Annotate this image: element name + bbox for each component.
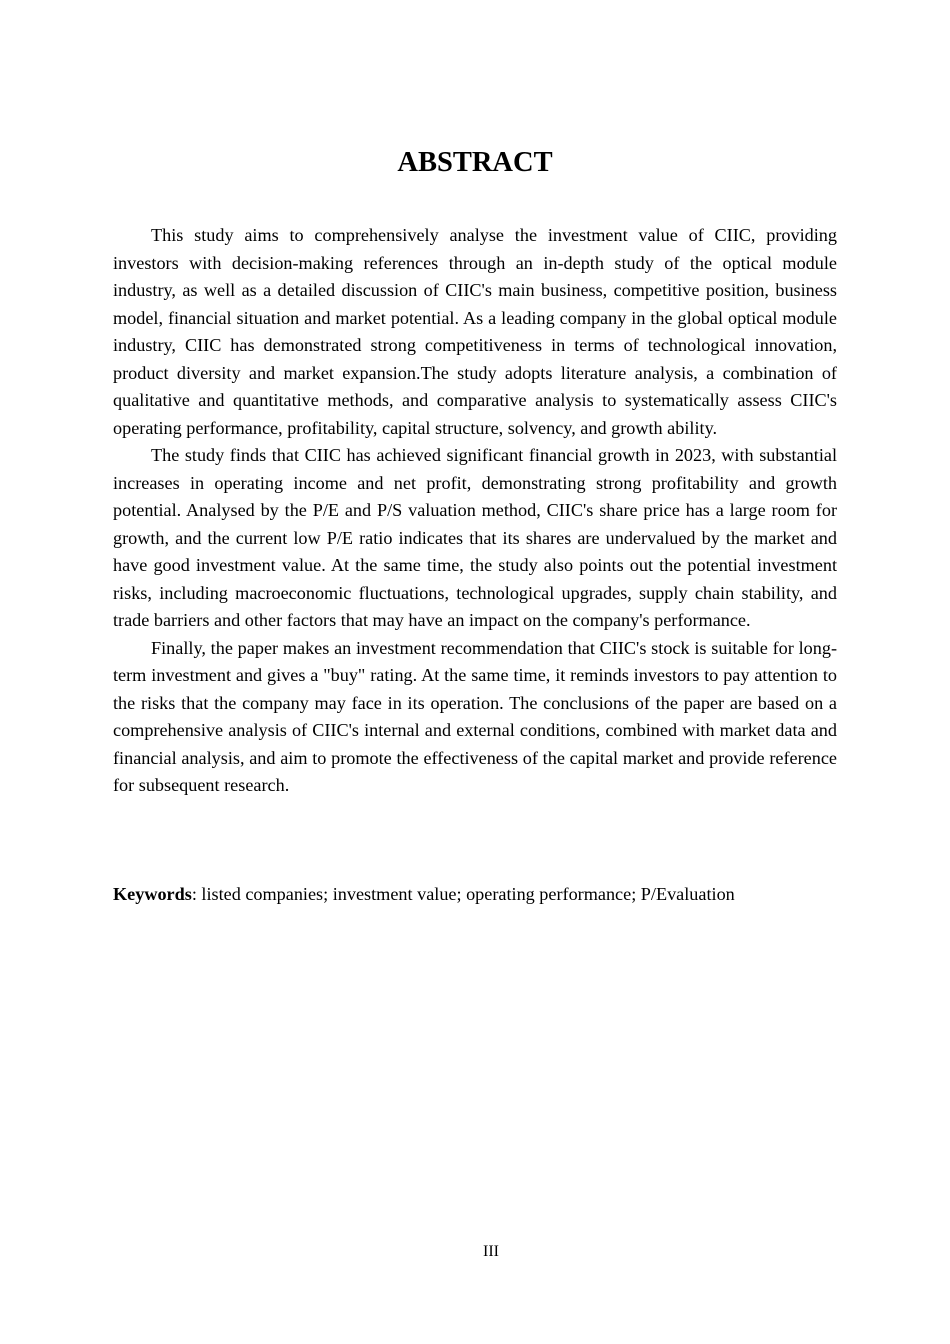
keywords-label: Keywords <box>113 884 192 904</box>
abstract-paragraph-2: The study finds that CIIC has achieved significant financial growth in 2023, with substantial increases in operating income and net profit, demonstrating strong profitability and growth potential. Analysed by the P/E and P/S valuation method, CIIC's share price has a large room for growth, and the current low P/E ratio indicates that its shares are undervalued by the market and have good investment value. At the same time, the study also points out the potential investment risks, including macroeconomic fluctuations, technological upgrades, supply chain stability, and trade barriers and other factors that may have an impact on the company's performance. <box>113 445 837 630</box>
abstract-paragraph-1: This study aims to comprehensively analyse the investment value of CIIC, providing investors with decision-making references through an in-depth study of the optical module industry, as well as a detailed discussion of CIIC's main business, competitive position, business model, financial situation and market potential. As a leading company in the global optical module industry, CIIC has demonstrated strong competitiveness in terms of technological innovation, product diversity and market expansion.The study adopts literature analysis, a combination of qualitative and quantitative methods, and comparative analysis to systematically assess CIIC's operating performance, profitability, capital structure, solvency, and growth ability. <box>113 225 837 438</box>
abstract-title: ABSTRACT <box>397 147 553 178</box>
abstract-body <box>113 222 837 800</box>
page-number: III <box>483 1243 499 1260</box>
keywords-text: : listed companies; investment value; operating performance; P/Evaluation <box>191 884 735 904</box>
abstract-paragraph-3: Finally, the paper makes an investment recommendation that CIIC's stock is suitable for long-term investment and gives a "buy" rating. At the same time, it reminds investors to pay attention to the risks that the company may face in its operation. The conclusions of the paper are based on a comprehensive analysis of CIIC's internal and external conditions, combined with market data and financial analysis, and aim to promote the effectiveness of the capital market and provide reference for subsequent research. <box>113 637 837 795</box>
keywords-line <box>113 881 837 909</box>
